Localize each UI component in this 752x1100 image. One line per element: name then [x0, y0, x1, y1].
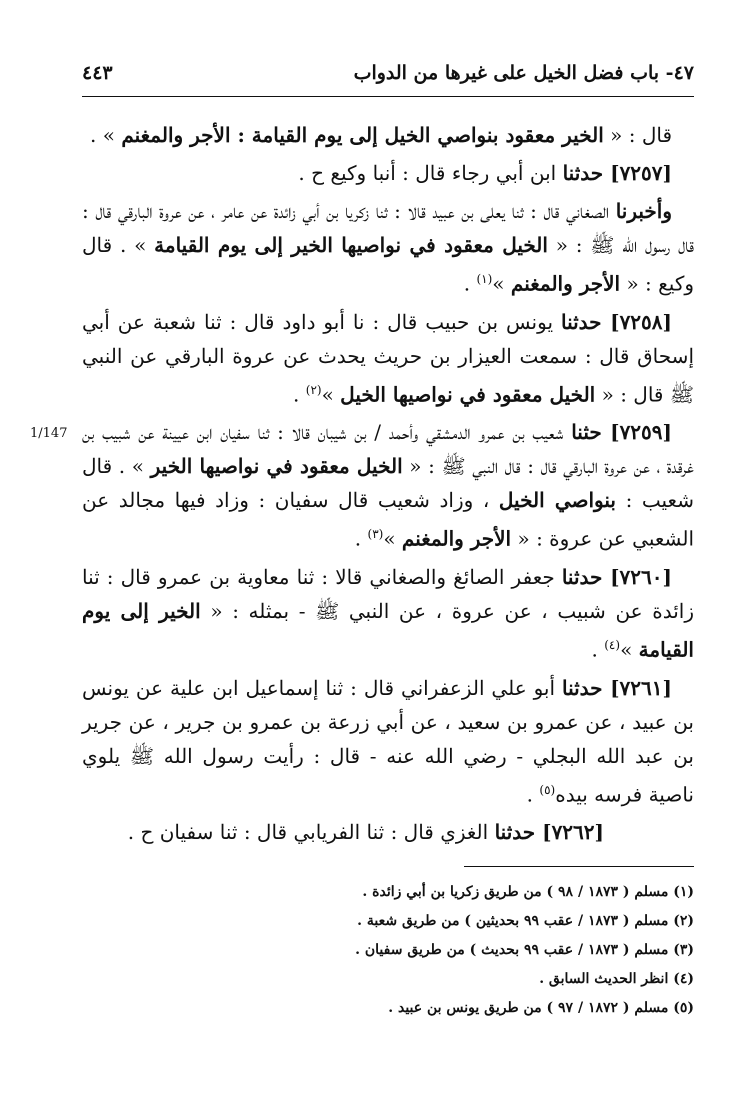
- bold-text: الخيل معقود في نواصيها الخير: [150, 454, 403, 479]
- bold-text: حدثنا: [561, 675, 603, 700]
- paragraph-hadith-7258: [82, 305, 694, 412]
- bold-text: الأجر والمغنم: [401, 526, 512, 551]
- bold-text: الخير معقود بنواصي الخيل إلى يوم القيامة : الأجر والمغنم: [121, 123, 604, 147]
- bold-text: حدثنا: [560, 309, 602, 334]
- header-rule: [82, 96, 694, 97]
- text-run: » . قال شعيب :: [82, 454, 694, 513]
- bold-text: [٧٢٦٠]: [602, 564, 672, 589]
- text-run: »: [492, 271, 511, 296]
- text-run: يونس بن حبيب قال : نا أبو داود قال : ثنا شعبة عن أبي إسحاق قال : سمعت العيزار بن حريث يحدث عن عروة البارقي عن النبي ﷺ قال : «: [82, 309, 694, 407]
- text-run: قال : «: [603, 123, 672, 147]
- footnote-rule: [464, 866, 694, 867]
- text-run: جعفر الصائغ والصغاني قالا : ثنا معاوية بن عمرو قال : ثنا زائدة عن شبيب ، عن عروة ، عن النبي ﷺ - بمثله : «: [82, 564, 694, 623]
- text-run: » . قال وكيع : «: [82, 233, 694, 296]
- bold-text: بنواصي الخيل: [498, 488, 616, 513]
- footnotes: [82, 878, 694, 1023]
- paragraph-0: [82, 118, 694, 152]
- hadith-body: [82, 118, 694, 853]
- bold-text: حدثنا: [562, 161, 604, 185]
- bold-text: [٧٢٥٧]: [603, 161, 672, 185]
- footnote-4: (٤) انظر الحديث السابق .: [539, 971, 694, 987]
- text-run: .: [354, 526, 368, 551]
- text-run: »: [383, 526, 402, 551]
- bold-text: [٧٢٦١]: [602, 675, 672, 700]
- bold-text: حدثنا: [561, 564, 603, 589]
- paragraph-hadith-7262: [82, 815, 694, 849]
- bold-text: [٧٢٥٩]: [601, 420, 672, 445]
- text-run: .: [591, 637, 605, 662]
- paragraph-hadith-7260: [82, 560, 694, 667]
- bold-text: الخيل معقود في نواصيها الخير إلى يوم القيامة: [154, 233, 548, 257]
- text-run: .: [293, 382, 306, 407]
- text-run: » .: [90, 123, 122, 147]
- chapter-title: ٤٧- باب فضل الخيل على غيرها من الدواب: [353, 62, 694, 84]
- bold-text: [٧٢٦٢]: [535, 820, 604, 845]
- footnote-ref: (٤): [604, 637, 621, 652]
- bold-text: الخير إلى يوم القيامة: [82, 598, 694, 662]
- footnote-1: (١) مسلم ( ١٨٧٣ / ٩٨ ) من طريق زكريا بن أبي زائدة .: [362, 884, 694, 900]
- bold-text: حدثنا: [494, 820, 536, 845]
- paragraph-hadith-7257-continued: [82, 194, 694, 301]
- text-run: أبو علي الزعفراني قال : ثنا إسماعيل ابن علية عن يونس بن عبيد ، عن عمرو بن سعيد ، عن أبي زرعة بن عمرو بن جرير ، عن جرير بن عبد الله البجلي - رضي الله عنه - قال : رأيت رسول الله ﷺ يلوي ناصية فرسه بيده: [82, 675, 694, 807]
- bold-text: حثنا: [571, 420, 602, 445]
- paragraph-hadith-7261: [82, 671, 694, 812]
- manuscript-folio-note: 1/147: [30, 426, 68, 441]
- text-run: »: [620, 637, 639, 662]
- text-run: الغزي قال : ثنا الفريابي قال : ثنا سفيان ح .: [127, 820, 495, 845]
- footnote-ref: (٢): [305, 382, 322, 397]
- text-run: »: [321, 382, 341, 407]
- footnote-ref: (٥): [539, 782, 556, 797]
- bold-text: وأخبرنا: [615, 199, 672, 223]
- paragraph-hadith-7257: [82, 156, 694, 190]
- footnote-5: (٥) مسلم ( ١٨٧٢ / ٩٧ ) من طريق يونس بن عبيد .: [388, 1000, 694, 1016]
- text-run: الصغاني قال : ثنا يعلى بن عبيد قالا : ثنا زكريا بن أبي زائدة عن عامر ، عن عروة البارقي قال : قال رسول الله ﷺ : «: [82, 199, 695, 257]
- page-number: ٤٤٣: [82, 62, 113, 84]
- text-run: .: [463, 271, 477, 296]
- text-run: ابن أبي رجاء قال : أنبا وكيع ح .: [298, 161, 563, 185]
- footnote-ref: (٣): [367, 527, 384, 542]
- footnote-2: (٢) مسلم ( ١٨٧٣ / عقب ٩٩ بحديثين ) من طريق شعبة .: [357, 913, 694, 929]
- running-head: [82, 62, 694, 90]
- text-run: شعيب بن عمرو الدمشقي وأحمد / بن شيبان قالا : ثنا سفيان ابن عيينة عن شبيب بن غرقدة ، عن عروة البارقي قال : قال النبي ﷺ : «: [82, 420, 694, 479]
- footnote-3: (٣) مسلم ( ١٨٧٣ / عقب ٩٩ بحديث ) من طريق سفيان .: [355, 942, 694, 958]
- text-run: .: [526, 782, 540, 807]
- bold-text: الخيل معقود في نواصيها الخيل: [340, 382, 596, 407]
- paragraph-hadith-7259: [82, 415, 694, 556]
- bold-text: [٧٢٥٨]: [601, 309, 672, 334]
- footnote-ref: (١): [476, 272, 493, 286]
- bold-text: الأجر والمغنم: [510, 271, 621, 296]
- text-run: ، وزاد شعيب قال سفيان : وزاد فيها مجالد عن الشعبي عن عروة : «: [82, 488, 694, 551]
